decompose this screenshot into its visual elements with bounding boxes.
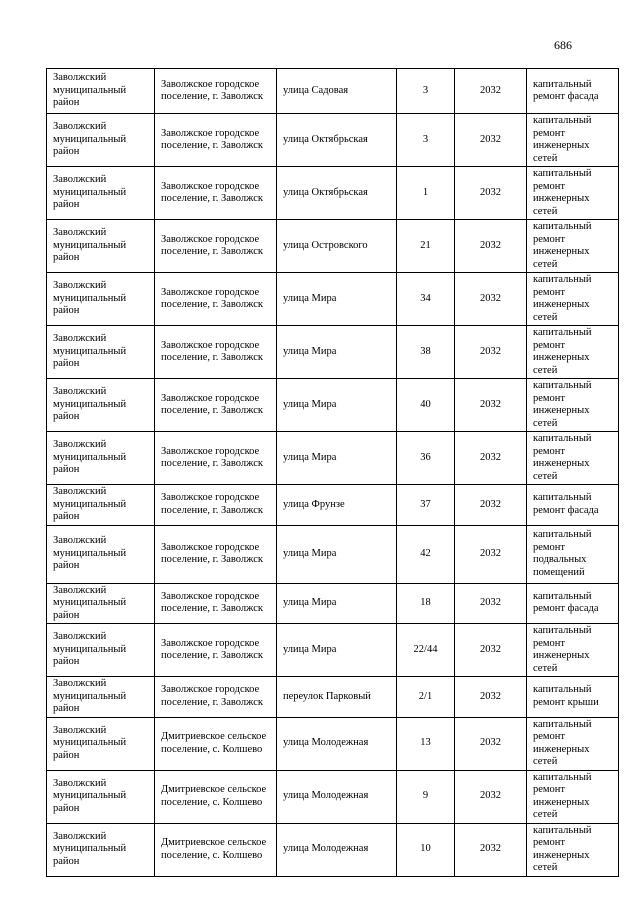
work-type-cell: капитальный ремонт подвальных помещений (527, 525, 619, 583)
street-cell: улица Мира (277, 273, 397, 326)
district-cell: Заволжский муниципальный район (47, 717, 155, 770)
year-cell: 2032 (455, 717, 527, 770)
street-cell: улица Молодежная (277, 717, 397, 770)
work-type-cell: капитальный ремонт инженерных сетей (527, 624, 619, 677)
street-cell: улица Октябрьская (277, 114, 397, 167)
settlement-cell: Заволжское городское поселение, г. Заволжск (155, 220, 277, 273)
street-cell: улица Мира (277, 432, 397, 485)
house-number-cell: 13 (397, 717, 455, 770)
table-row (47, 167, 619, 220)
year-cell: 2032 (455, 114, 527, 167)
year-cell: 2032 (455, 167, 527, 220)
district-cell: Заволжский муниципальный район (47, 273, 155, 326)
settlement-cell: Заволжское городское поселение, г. Заволжск (155, 114, 277, 167)
work-type-cell: капитальный ремонт фасада (527, 583, 619, 624)
page-number: 686 (554, 38, 572, 52)
house-number-cell: 38 (397, 326, 455, 379)
settlement-cell: Дмитриевское сельское поселение, с. Колшево (155, 770, 277, 823)
street-cell: переулок Парковый (277, 677, 397, 718)
district-cell: Заволжский муниципальный район (47, 379, 155, 432)
year-cell: 2032 (455, 770, 527, 823)
house-number-cell: 18 (397, 583, 455, 624)
year-cell: 2032 (455, 326, 527, 379)
house-number-cell: 40 (397, 379, 455, 432)
district-cell: Заволжский муниципальный район (47, 167, 155, 220)
work-type-cell: капитальный ремонт инженерных сетей (527, 326, 619, 379)
table-row (47, 485, 619, 526)
district-cell: Заволжский муниципальный район (47, 432, 155, 485)
work-type-cell: капитальный ремонт фасада (527, 69, 619, 114)
year-cell: 2032 (455, 624, 527, 677)
district-cell: Заволжский муниципальный район (47, 114, 155, 167)
work-type-cell: капитальный ремонт инженерных сетей (527, 273, 619, 326)
table-row (47, 432, 619, 485)
district-cell: Заволжский муниципальный район (47, 823, 155, 876)
house-number-cell: 9 (397, 770, 455, 823)
house-number-cell: 34 (397, 273, 455, 326)
settlement-cell: Заволжское городское поселение, г. Заволжск (155, 525, 277, 583)
district-cell: Заволжский муниципальный район (47, 677, 155, 718)
year-cell: 2032 (455, 677, 527, 718)
street-cell: улица Садовая (277, 69, 397, 114)
table-row (47, 823, 619, 876)
work-type-cell: капитальный ремонт крыши (527, 677, 619, 718)
settlement-cell: Заволжское городское поселение, г. Заволжск (155, 69, 277, 114)
street-cell: улица Мира (277, 525, 397, 583)
work-type-cell: капитальный ремонт фасада (527, 485, 619, 526)
work-type-cell: капитальный ремонт инженерных сетей (527, 379, 619, 432)
table-row (47, 220, 619, 273)
table-row (47, 69, 619, 114)
table-row (47, 379, 619, 432)
table-row (47, 770, 619, 823)
year-cell: 2032 (455, 69, 527, 114)
work-type-cell: капитальный ремонт инженерных сетей (527, 114, 619, 167)
settlement-cell: Заволжское городское поселение, г. Заволжск (155, 432, 277, 485)
work-type-cell: капитальный ремонт инженерных сетей (527, 717, 619, 770)
street-cell: улица Октябрьская (277, 167, 397, 220)
house-number-cell: 42 (397, 525, 455, 583)
repair-program-table (46, 68, 619, 877)
year-cell: 2032 (455, 220, 527, 273)
table-row (47, 717, 619, 770)
district-cell: Заволжский муниципальный район (47, 485, 155, 526)
year-cell: 2032 (455, 823, 527, 876)
work-type-cell: капитальный ремонт инженерных сетей (527, 770, 619, 823)
house-number-cell: 2/1 (397, 677, 455, 718)
district-cell: Заволжский муниципальный район (47, 220, 155, 273)
year-cell: 2032 (455, 273, 527, 326)
table-row (47, 583, 619, 624)
house-number-cell: 36 (397, 432, 455, 485)
street-cell: улица Мира (277, 379, 397, 432)
table-row (47, 114, 619, 167)
street-cell: улица Мира (277, 326, 397, 379)
year-cell: 2032 (455, 432, 527, 485)
settlement-cell: Заволжское городское поселение, г. Заволжск (155, 167, 277, 220)
house-number-cell: 21 (397, 220, 455, 273)
district-cell: Заволжский муниципальный район (47, 69, 155, 114)
settlement-cell: Заволжское городское поселение, г. Заволжск (155, 326, 277, 379)
house-number-cell: 1 (397, 167, 455, 220)
house-number-cell: 3 (397, 69, 455, 114)
work-type-cell: капитальный ремонт инженерных сетей (527, 220, 619, 273)
street-cell: улица Молодежная (277, 770, 397, 823)
settlement-cell: Заволжское городское поселение, г. Заволжск (155, 273, 277, 326)
district-cell: Заволжский муниципальный район (47, 525, 155, 583)
settlement-cell: Заволжское городское поселение, г. Заволжск (155, 583, 277, 624)
settlement-cell: Заволжское городское поселение, г. Заволжск (155, 677, 277, 718)
district-cell: Заволжский муниципальный район (47, 770, 155, 823)
street-cell: улица Молодежная (277, 823, 397, 876)
table-row (47, 624, 619, 677)
house-number-cell: 37 (397, 485, 455, 526)
street-cell: улица Фрунзе (277, 485, 397, 526)
house-number-cell: 10 (397, 823, 455, 876)
table-body (47, 69, 619, 877)
table-row (47, 525, 619, 583)
settlement-cell: Дмитриевское сельское поселение, с. Колшево (155, 823, 277, 876)
district-cell: Заволжский муниципальный район (47, 583, 155, 624)
work-type-cell: капитальный ремонт инженерных сетей (527, 432, 619, 485)
work-type-cell: капитальный ремонт инженерных сетей (527, 823, 619, 876)
work-type-cell: капитальный ремонт инженерных сетей (527, 167, 619, 220)
table-row (47, 273, 619, 326)
district-cell: Заволжский муниципальный район (47, 326, 155, 379)
settlement-cell: Заволжское городское поселение, г. Заволжск (155, 379, 277, 432)
settlement-cell: Заволжское городское поселение, г. Заволжск (155, 624, 277, 677)
house-number-cell: 3 (397, 114, 455, 167)
year-cell: 2032 (455, 583, 527, 624)
district-cell: Заволжский муниципальный район (47, 624, 155, 677)
year-cell: 2032 (455, 525, 527, 583)
settlement-cell: Дмитриевское сельское поселение, с. Колшево (155, 717, 277, 770)
year-cell: 2032 (455, 485, 527, 526)
table-row (47, 326, 619, 379)
year-cell: 2032 (455, 379, 527, 432)
street-cell: улица Мира (277, 583, 397, 624)
house-number-cell: 22/44 (397, 624, 455, 677)
table-row (47, 677, 619, 718)
street-cell: улица Островского (277, 220, 397, 273)
street-cell: улица Мира (277, 624, 397, 677)
settlement-cell: Заволжское городское поселение, г. Заволжск (155, 485, 277, 526)
